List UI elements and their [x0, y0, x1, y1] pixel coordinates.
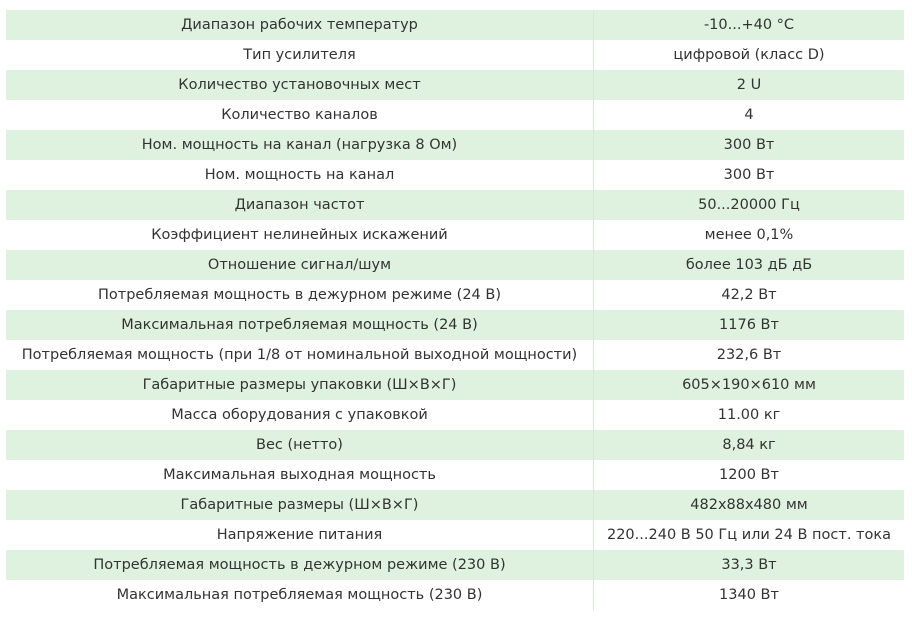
spec-param: Потребляемая мощность в дежурном режиме (230 В) [6, 550, 594, 580]
spec-row [6, 160, 904, 190]
spec-row [6, 10, 904, 40]
spec-row [6, 130, 904, 160]
spec-param: Напряжение питания [6, 520, 594, 550]
spec-value: 50...20000 Гц [594, 190, 905, 220]
spec-row [6, 310, 904, 340]
spec-param: Ном. мощность на канал [6, 160, 594, 190]
spec-param: Максимальная потребляемая мощность (230 В) [6, 580, 594, 610]
spec-value: 42,2 Вт [594, 280, 905, 310]
spec-param: Ном. мощность на канал (нагрузка 8 Ом) [6, 130, 594, 160]
spec-param: Габаритные размеры (Ш×В×Г) [6, 490, 594, 520]
spec-value: 300 Вт [594, 130, 905, 160]
spec-row [6, 400, 904, 430]
spec-value: 11.00 кг [594, 400, 905, 430]
spec-row [6, 460, 904, 490]
spec-param: Отношение сигнал/шум [6, 250, 594, 280]
spec-value: 1340 Вт [594, 580, 905, 610]
spec-param: Коэффициент нелинейных искажений [6, 220, 594, 250]
spec-param: Диапазон рабочих температур [6, 10, 594, 40]
spec-row [6, 520, 904, 550]
spec-row [6, 100, 904, 130]
spec-row [6, 370, 904, 400]
spec-row [6, 190, 904, 220]
spec-row [6, 430, 904, 460]
spec-param: Диапазон частот [6, 190, 594, 220]
spec-value: более 103 дБ дБ [594, 250, 905, 280]
spec-value: 220...240 В 50 Гц или 24 В пост. тока [594, 520, 905, 550]
spec-value: 232,6 Вт [594, 340, 905, 370]
spec-value: 33,3 Вт [594, 550, 905, 580]
spec-row [6, 280, 904, 310]
spec-param: Тип усилителя [6, 40, 594, 70]
spec-value: -10...+40 °C [594, 10, 905, 40]
spec-value: менее 0,1% [594, 220, 905, 250]
spec-row [6, 340, 904, 370]
spec-row [6, 40, 904, 70]
spec-value: 8,84 кг [594, 430, 905, 460]
spec-param: Количество каналов [6, 100, 594, 130]
spec-value: цифровой (класс D) [594, 40, 905, 70]
specifications-table-body [6, 10, 904, 610]
spec-row [6, 70, 904, 100]
spec-param: Максимальная выходная мощность [6, 460, 594, 490]
spec-param: Вес (нетто) [6, 430, 594, 460]
spec-param: Максимальная потребляемая мощность (24 В) [6, 310, 594, 340]
spec-value: 1200 Вт [594, 460, 905, 490]
spec-row [6, 250, 904, 280]
spec-param: Габаритные размеры упаковки (Ш×В×Г) [6, 370, 594, 400]
spec-param: Масса оборудования с упаковкой [6, 400, 594, 430]
spec-value: 605×190×610 мм [594, 370, 905, 400]
spec-row [6, 490, 904, 520]
spec-value: 300 Вт [594, 160, 905, 190]
spec-param: Потребляемая мощность (при 1/8 от номинальной выходной мощности) [6, 340, 594, 370]
spec-row [6, 220, 904, 250]
spec-value: 2 U [594, 70, 905, 100]
spec-value: 1176 Вт [594, 310, 905, 340]
spec-param: Потребляемая мощность в дежурном режиме (24 В) [6, 280, 594, 310]
spec-value: 482x88x480 мм [594, 490, 905, 520]
specifications-table [6, 10, 904, 610]
spec-value: 4 [594, 100, 905, 130]
spec-param: Количество установочных мест [6, 70, 594, 100]
spec-row [6, 550, 904, 580]
spec-row [6, 580, 904, 610]
